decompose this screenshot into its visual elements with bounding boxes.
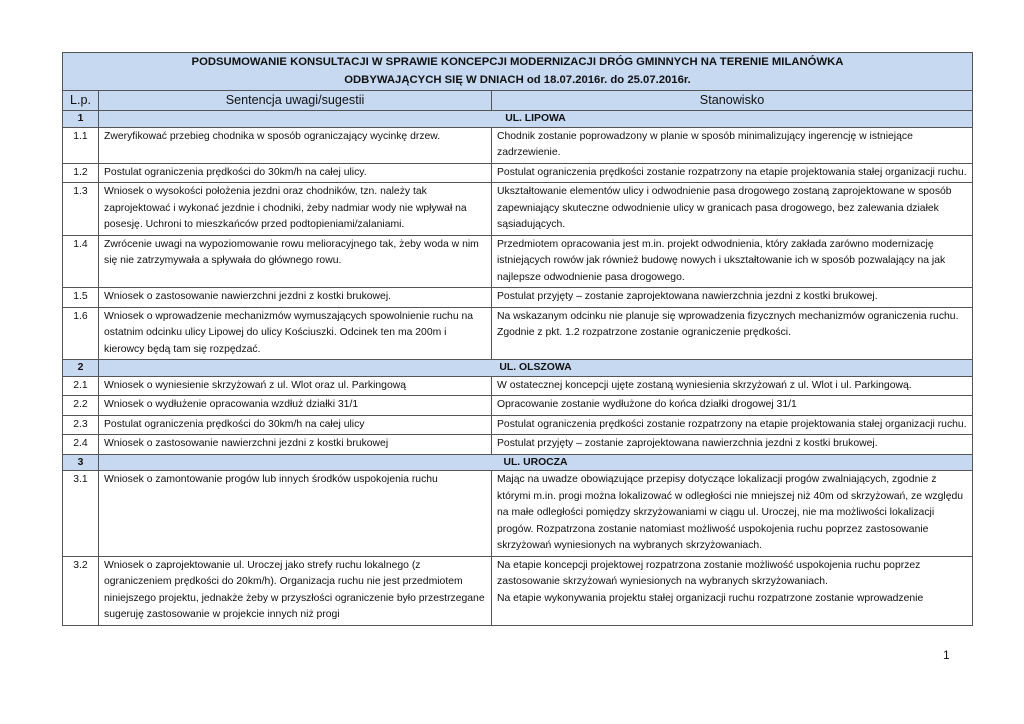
row-remark: Wniosek o wprowadzenie mechanizmów wymuszających spowolnienie ruchu na ostatnim odcinku ulicy Lipowej do ulicy Kościuszki. Odcinek ten ma 200m i kierowcy będą tam się rozpędzać. — [99, 307, 492, 360]
row-position: Postulat przyjęty – zostanie zaprojektowana nawierzchnia jezdni z kostki brukowej. — [492, 435, 973, 455]
row-lp: 1.3 — [63, 183, 99, 236]
title-line-2: ODBYWAJĄCYCH SIĘ W DNIACH od 18.07.2016r. do 25.07.2016r. — [344, 73, 691, 86]
table-row — [63, 307, 973, 360]
row-position-part: Na etapie wykonywania projektu stałej organizacji ruchu rozpatrzone zostanie wprowadzenie — [497, 592, 924, 604]
row-lp: 3.1 — [63, 471, 99, 557]
document-title — [63, 53, 973, 91]
section-number: 3 — [63, 454, 99, 471]
table-row — [63, 376, 973, 396]
title-line-1: PODSUMOWANIE KONSULTACJI W SPRAWIE KONCEPCJI MODERNIZACJI DRÓG GMINNYCH NA TERENIE MILANÓWKA — [191, 56, 844, 68]
row-lp: 1.4 — [63, 235, 99, 288]
table-row — [63, 163, 973, 183]
row-position: Na wskazanym odcinku nie planuje się wprowadzenia fizycznych mechanizmów ograniczenia ruchu. Zgodnie z pkt. 1.2 rozpatrzone zostanie ograniczenie prędkości. — [492, 307, 973, 360]
header-remark: Sentencja uwagi/sugestii — [99, 91, 492, 111]
row-position: W ostatecznej koncepcji ujęte zostaną wyniesienia skrzyżowań z ul. Wlot i ul. Parkingową. — [492, 376, 973, 396]
table-row — [63, 415, 973, 435]
table-row — [63, 396, 973, 416]
row-lp: 1.1 — [63, 127, 99, 163]
row-position: Postulat ograniczenia prędkości zostanie rozpatrzony na etapie projektowania stałej organizacji ruchu. — [492, 163, 973, 183]
row-remark: Zwrócenie uwagi na wypoziomowanie rowu melioracyjnego tak, żeby woda w nim się nie zatrzymywała a spływała do głównego rowu. — [99, 235, 492, 288]
page-number: 1 — [943, 648, 950, 662]
row-position: Opracowanie zostanie wydłużone do końca działki drogowej 31/1 — [492, 396, 973, 416]
row-position: Chodnik zostanie poprowadzony w planie w sposób minimalizujący ingerencję w istniejące zadrzewienie. — [492, 127, 973, 163]
row-remark: Wniosek o wysokości położenia jezdni oraz chodników, tzn. należy tak zaprojektować i wykonać jezdnie i chodniki, żeby nadmiar wody nie wpływał na posesję. Uchroni to mieszkańców przed podtopieniami/zalaniami. — [99, 183, 492, 236]
row-remark: Wniosek o wydłużenie opracowania wzdłuż działki 31/1 — [99, 396, 492, 416]
row-remark: Postulat ograniczenia prędkości do 30km/h na całej ulicy — [99, 415, 492, 435]
row-position: Ukształtowanie elementów ulicy i odwodnienie pasa drogowego zostaną zaprojektowane w sposób zapewniający skuteczne odwodnienie ulicy w granicach pasa drogowego, bez zalewania działek sąsiadujących. — [492, 183, 973, 236]
row-remark: Wniosek o zastosowanie nawierzchni jezdni z kostki brukowej. — [99, 288, 492, 308]
row-remark: Postulat ograniczenia prędkości do 30km/h na całej ulicy. — [99, 163, 492, 183]
header-position: Stanowisko — [492, 91, 973, 111]
section-number: 1 — [63, 111, 99, 128]
title-row — [63, 53, 973, 91]
row-position: Postulat przyjęty – zostanie zaprojektowana nawierzchnia jezdni z kostki brukowej. — [492, 288, 973, 308]
row-lp: 1.2 — [63, 163, 99, 183]
table-row — [63, 183, 973, 236]
row-remark: Zweryfikować przebieg chodnika w sposób ograniczający wycinkę drzew. — [99, 127, 492, 163]
row-lp: 2.3 — [63, 415, 99, 435]
row-lp: 1.6 — [63, 307, 99, 360]
section-row — [63, 360, 973, 377]
row-lp: 2.4 — [63, 435, 99, 455]
row-position — [492, 556, 973, 625]
table-row — [63, 288, 973, 308]
table-row — [63, 127, 973, 163]
row-remark: Wniosek o zamontowanie progów lub innych środków uspokojenia ruchu — [99, 471, 492, 557]
table-row — [63, 471, 973, 557]
table-row — [63, 235, 973, 288]
table-row — [63, 556, 973, 625]
row-lp: 1.5 — [63, 288, 99, 308]
section-number: 2 — [63, 360, 99, 377]
row-remark: Wniosek o wyniesienie skrzyżowań z ul. Wlot oraz ul. Parkingową — [99, 376, 492, 396]
header-lp: L.p. — [63, 91, 99, 111]
row-lp: 2.1 — [63, 376, 99, 396]
row-remark: Wniosek o zaprojektowanie ul. Uroczej jako strefy ruchu lokalnego (z ograniczeniem prędkości do 20km/h). Organizacja ruchu nie jest przedmiotem niniejszego projektu, jednakże żeby w przyszłości ograniczenie było przestrzegane sugeruję zastosowanie w projekcie innych niż progi — [99, 556, 492, 625]
section-row — [63, 454, 973, 471]
row-lp: 2.2 — [63, 396, 99, 416]
row-lp: 3.2 — [63, 556, 99, 625]
row-position: Mając na uwadze obowiązujące przepisy dotyczące lokalizacji progów zwalniających, zgodnie z którymi m.in. progi można lokalizować w odległości nie mniejszej niż 40m od skrzyżowań, ze względu na małe odległości pomiędzy skrzyżowaniami w ciągu ul. Uroczej, nie ma możliwości lokalizacji progów. Rozpatrzona zostanie natomiast możliwość uspokojenia ruchu poprzez zastosowanie skrzyżowań wyniesionych na wybranych skrzyżowaniach. — [492, 471, 973, 557]
row-position: Przedmiotem opracowania jest m.in. projekt odwodnienia, który zakłada zarówno modernizację istniejących rowów jak również budowę nowych i ukształtowanie ich w sposób pozwalający na jak najlepsze odwodnienie pasa drogowego. — [492, 235, 973, 288]
row-position: Postulat ograniczenia prędkości zostanie rozpatrzony na etapie projektowania stałej organizacji ruchu. — [492, 415, 973, 435]
section-street: UL. LIPOWA — [99, 111, 973, 128]
column-header-row — [63, 91, 973, 111]
section-street: UL. OLSZOWA — [99, 360, 973, 377]
table-row — [63, 435, 973, 455]
section-row — [63, 111, 973, 128]
row-position-part: Na etapie koncepcji projektowej rozpatrzona zostanie możliwość uspokojenia ruchu poprzez zastosowanie skrzyżowań wyniesionych na wybranych skrzyżowaniach. — [497, 559, 921, 587]
consultation-summary-table — [62, 52, 973, 626]
row-remark: Wniosek o zastosowanie nawierzchni jezdni z kostki brukowej — [99, 435, 492, 455]
section-street: UL. UROCZA — [99, 454, 973, 471]
